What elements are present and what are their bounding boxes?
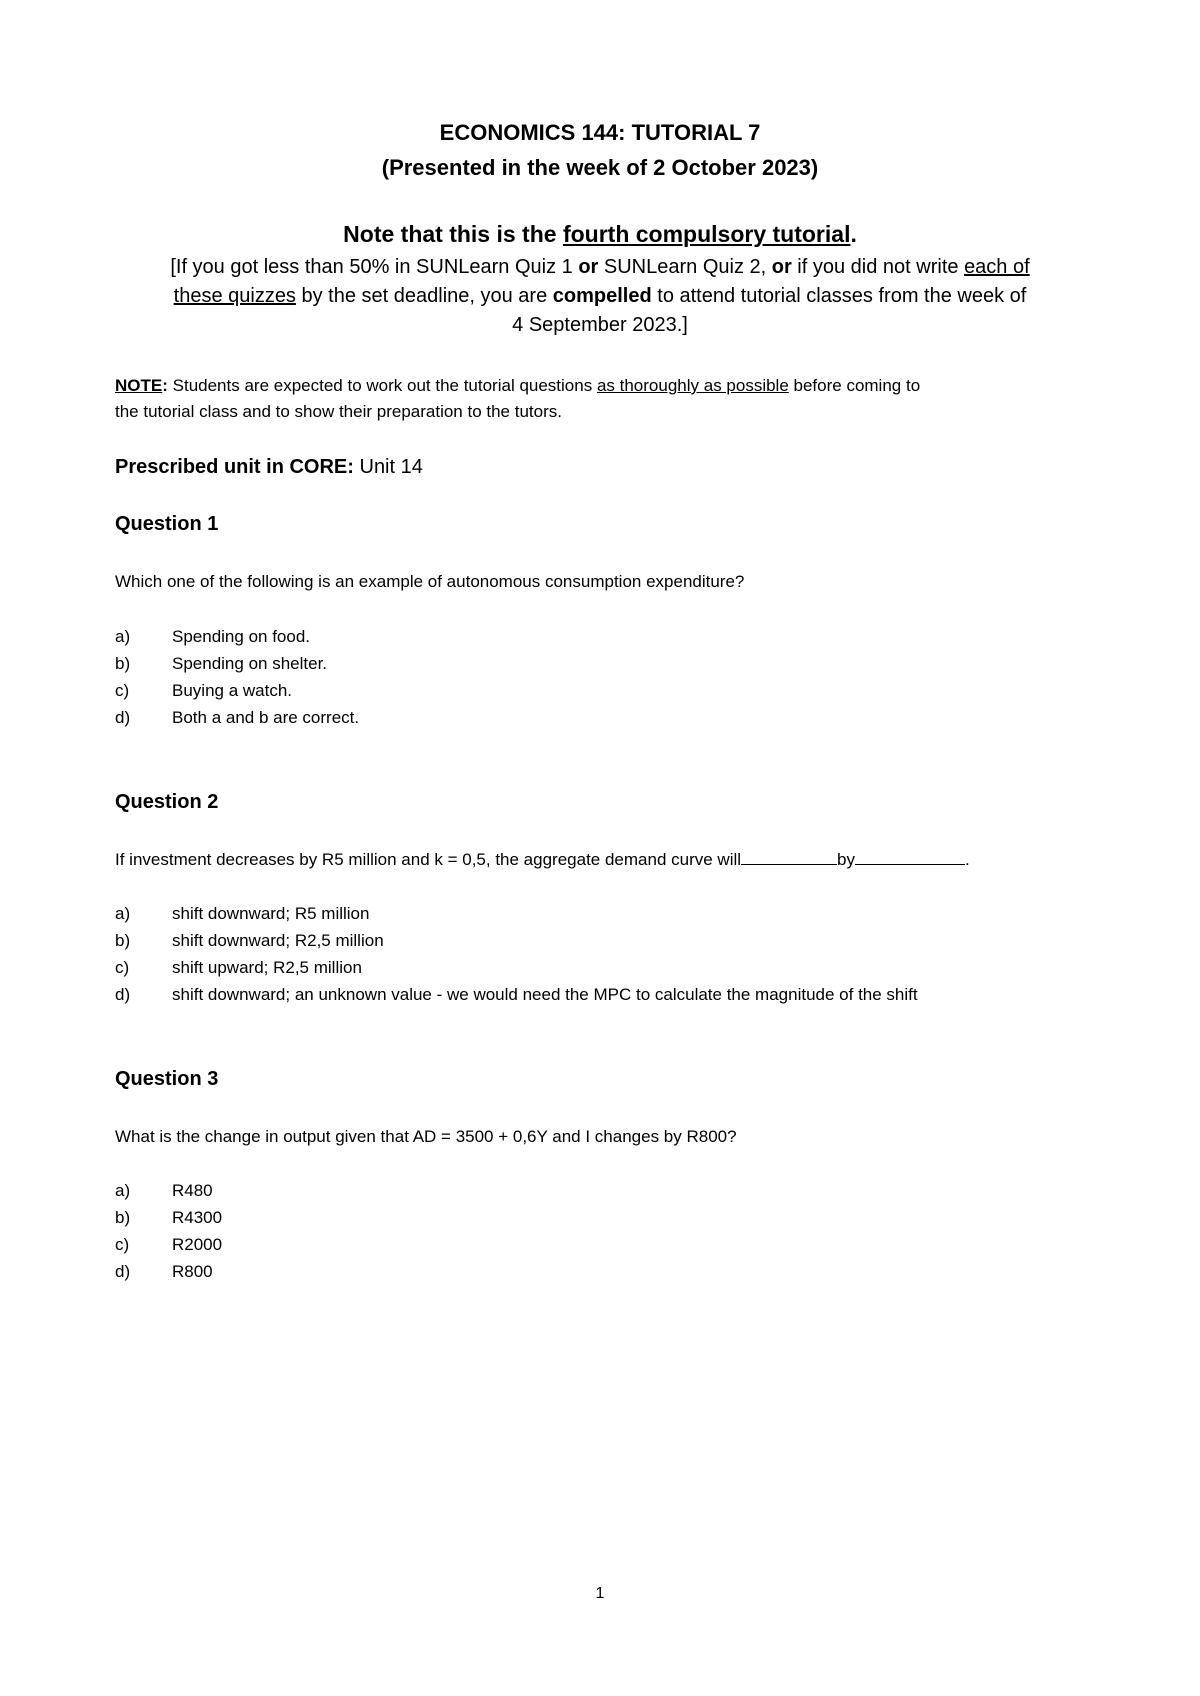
question-3-text: What is the change in output given that AD = 3500 + 0,6Y and I changes by R800?: [115, 1127, 737, 1146]
requirement-or-2: or: [771, 256, 792, 278]
preparation-note: [115, 373, 1105, 425]
question-2-option-b: [115, 931, 384, 951]
option-label: b): [115, 931, 131, 950]
question-2-text-b: by: [837, 850, 855, 869]
option-label: a): [115, 904, 131, 923]
question-2-text-a: If investment decreases by R5 million and k = 0,5, the aggregate demand curve will: [115, 850, 742, 869]
requirement-date: 4 September 2023.]: [512, 314, 688, 336]
note-text-1: Students are expected to work out the tutorial questions: [167, 376, 597, 395]
question-1-option-b: [115, 654, 327, 674]
option-label: d): [115, 1262, 131, 1281]
document-subtitle: (Presented in the week of 2 October 2023): [381, 155, 819, 180]
option-label: c): [115, 1235, 130, 1254]
option-label: a): [115, 1181, 131, 1200]
question-2-heading: Question 2: [115, 791, 219, 813]
requirement-part-2: SUNLearn Quiz 2,: [598, 256, 772, 278]
option-text: shift downward; an unknown value - we would need the MPC to calculate the magnitude of the shift: [172, 985, 918, 1004]
question-3-option-c: [115, 1235, 222, 1255]
question-2-option-c: [115, 958, 362, 978]
note-colon: :: [162, 376, 168, 395]
question-2-text: [115, 850, 970, 870]
answer-blank-1: [741, 850, 837, 865]
answer-blank-2: [855, 850, 965, 865]
question-3-option-a: [115, 1181, 213, 1201]
requirement-these-quizzes: these quizzes: [173, 285, 296, 307]
question-2-option-a: [115, 904, 369, 924]
prescribed-label: Prescribed unit in CORE:: [115, 456, 354, 478]
requirement-each-of: each of: [964, 256, 1030, 278]
question-3-heading: Question 3: [115, 1068, 219, 1090]
question-3-option-d: [115, 1262, 213, 1282]
note-label: NOTE: [115, 376, 163, 395]
page-number: 1: [595, 1585, 605, 1602]
question-1-text: Which one of the following is an example of autonomous consumption expenditure?: [115, 572, 745, 591]
question-1-option-c: [115, 681, 292, 701]
option-label: a): [115, 627, 131, 646]
option-text: R4300: [172, 1208, 223, 1227]
requirement-part-5: to attend tutorial classes from the week of: [651, 285, 1027, 307]
requirement-part-3: if you did not write: [791, 256, 965, 278]
notice-suffix: .: [850, 221, 857, 247]
question-3-option-b: [115, 1208, 222, 1228]
requirement-or-1: or: [578, 256, 599, 278]
note-text-3: the tutorial class and to show their preparation to the tutors.: [115, 402, 562, 421]
note-text-2: before coming to: [788, 376, 921, 395]
option-text: R480: [172, 1181, 213, 1200]
question-2-option-d: [115, 985, 918, 1005]
question-2-text-c: .: [965, 850, 970, 869]
option-label: b): [115, 1208, 131, 1227]
option-text: Spending on shelter.: [172, 654, 328, 673]
question-1-option-a: [115, 627, 310, 647]
option-text: R2000: [172, 1235, 223, 1254]
option-text: R800: [172, 1262, 213, 1281]
notice-prefix: Note that this is the: [343, 221, 563, 247]
prescribed-unit: [115, 456, 423, 479]
quiz-requirement: [115, 253, 1085, 340]
option-text: shift upward; R2,5 million: [172, 958, 362, 977]
requirement-compelled: compelled: [552, 285, 652, 307]
compulsory-notice: [0, 221, 1200, 248]
option-text: shift downward; R2,5 million: [172, 931, 384, 950]
prescribed-value: Unit 14: [353, 456, 423, 478]
option-label: b): [115, 654, 131, 673]
requirement-part-4: by the set deadline, you are: [295, 285, 553, 307]
option-label: c): [115, 681, 130, 700]
option-label: d): [115, 708, 131, 727]
option-text: shift downward; R5 million: [172, 904, 370, 923]
option-text: Spending on food.: [172, 627, 311, 646]
document-title: ECONOMICS 144: TUTORIAL 7: [439, 120, 761, 145]
question-1-heading: Question 1: [115, 513, 219, 535]
notice-emphasis: fourth compulsory tutorial: [562, 221, 851, 247]
option-label: c): [115, 958, 130, 977]
option-label: d): [115, 985, 131, 1004]
question-1-option-d: [115, 708, 359, 728]
requirement-part-1: [If you got less than 50% in SUNLearn Quiz 1: [170, 256, 579, 278]
option-text: Buying a watch.: [172, 681, 293, 700]
option-text: Both a and b are correct.: [172, 708, 360, 727]
note-underlined: as thoroughly as possible: [596, 376, 789, 395]
